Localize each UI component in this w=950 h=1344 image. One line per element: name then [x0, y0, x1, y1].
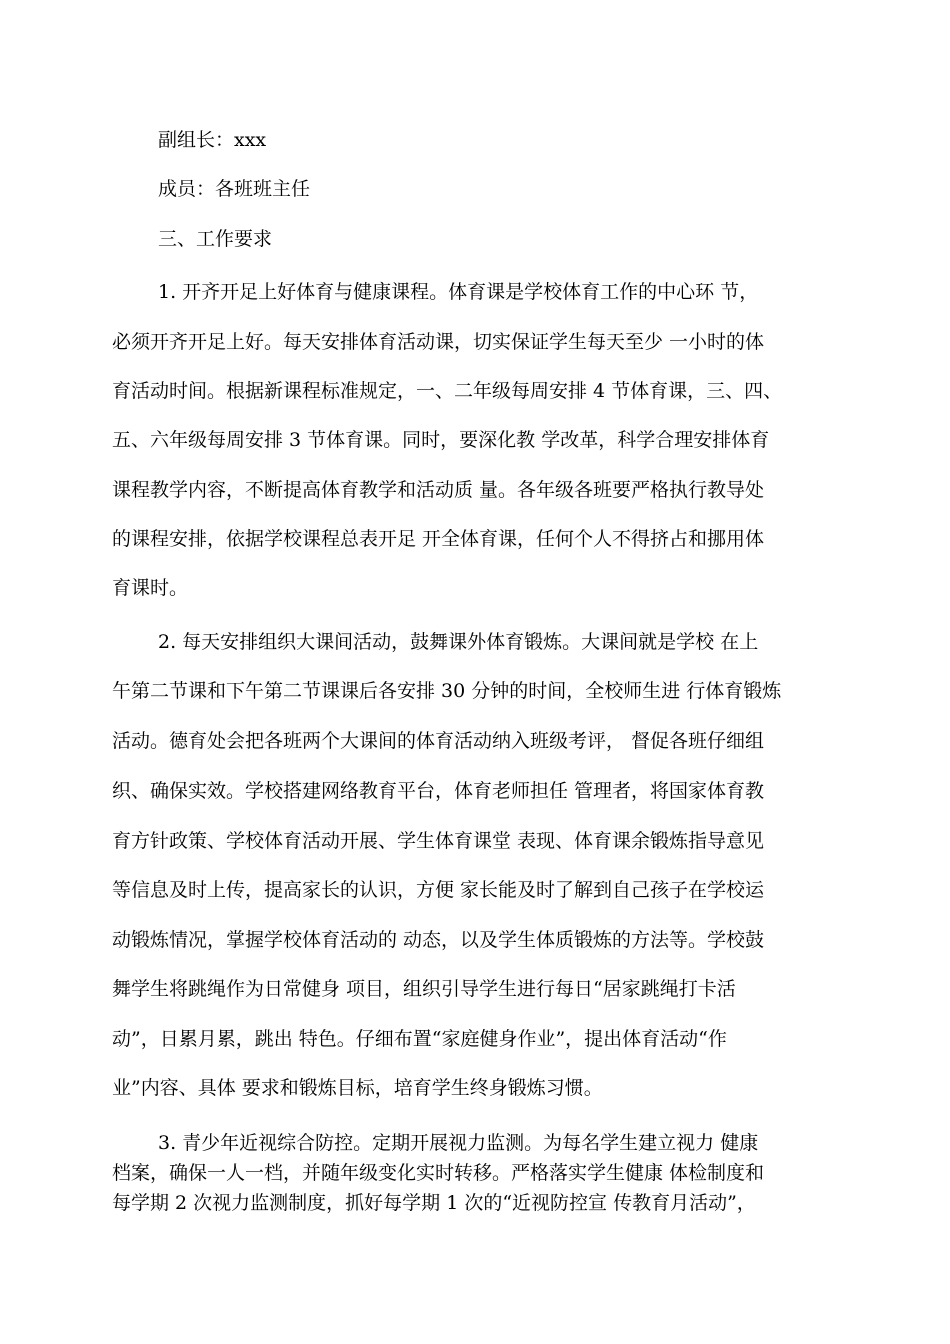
- paragraph-2-line-3: 活动。德育处会把各班两个大课间的体育活动纳入班级考评， 督促各班仔细组: [112, 730, 765, 752]
- section-heading: 三、工作要求: [158, 228, 273, 250]
- paragraph-3-line-2: 档案，确保一人一档，并随年级变化实时转移。严格落实学生健康 体检制度和: [112, 1162, 765, 1184]
- paragraph-2-line-6: 等信息及时上传，提高家长的认识，方便 家长能及时了解到自己孩子在学校运: [112, 879, 765, 901]
- paragraph-2-line-1: 2. 每天安排组织大课间活动，鼓舞课外体育锻炼。大课间就是学校 在上: [158, 631, 759, 653]
- paragraph-1-line-6: 的课程安排，依据学校课程总表开足 开全体育课，任何个人不得挤占和挪用体: [112, 528, 765, 550]
- paragraph-2-line-7: 动锻炼情况，掌握学校体育活动的 动态，以及学生体质锻炼的方法等。学校鼓: [112, 929, 765, 951]
- paragraph-3-line-3: 每学期 2 次视力监测制度，抓好每学期 1 次的“近视防控宣 传教育月活动”，: [112, 1192, 756, 1214]
- paragraph-2-line-2: 午第二节课和下午第二节课课后各安排 30 分钟的时间，全校师生进 行体育锻炼: [112, 680, 782, 702]
- paragraph-2-line-5: 育方针政策、学校体育活动开展、学生体育课堂 表现、体育课余锻炼指导意见: [112, 830, 765, 852]
- paragraph-2-line-9: 动”，日累月累，跳出 特色。仔细布置“家庭健身作业”，提出体育活动“作: [112, 1028, 727, 1050]
- paragraph-1-line-4: 五、六年级每周安排 3 节体育课。同时，要深化教 学改革，科学合理安排体育: [112, 429, 770, 451]
- paragraph-1-line-7: 育课时。: [112, 577, 189, 599]
- paragraph-1-line-3: 育活动时间。根据新课程标准规定，一、二年级每周安排 4 节体育课，三、四、: [112, 380, 783, 402]
- vice-leader-line: 副组长：xxx: [158, 129, 267, 151]
- paragraph-1-line-1: 1. 开齐开足上好体育与健康课程。体育课是学校体育工作的中心环 节，: [158, 281, 759, 303]
- paragraph-1-line-2: 必须开齐开足上好。每天安排体育活动课，切实保证学生每天至少 一小时的体: [112, 331, 765, 353]
- paragraph-2-line-8: 舞学生将跳绳作为日常健身 项目，组织引导学生进行每日“居家跳绳打卡活: [112, 978, 736, 1000]
- paragraph-2-line-4: 织、确保实效。学校搭建网络教育平台，体育老师担任 管理者，将国家体育教: [112, 780, 765, 802]
- paragraph-1-line-5: 课程教学内容，不断提高体育教学和活动质 量。各年级各班要严格执行教导处: [112, 479, 765, 501]
- paragraph-2-line-10: 业”内容、具体 要求和锻炼目标，培育学生终身锻炼习惯。: [112, 1077, 603, 1099]
- paragraph-3-line-1: 3. 青少年近视综合防控。定期开展视力监测。为每名学生建立视力 健康: [158, 1132, 759, 1154]
- members-line: 成员：各班班主任: [158, 178, 311, 200]
